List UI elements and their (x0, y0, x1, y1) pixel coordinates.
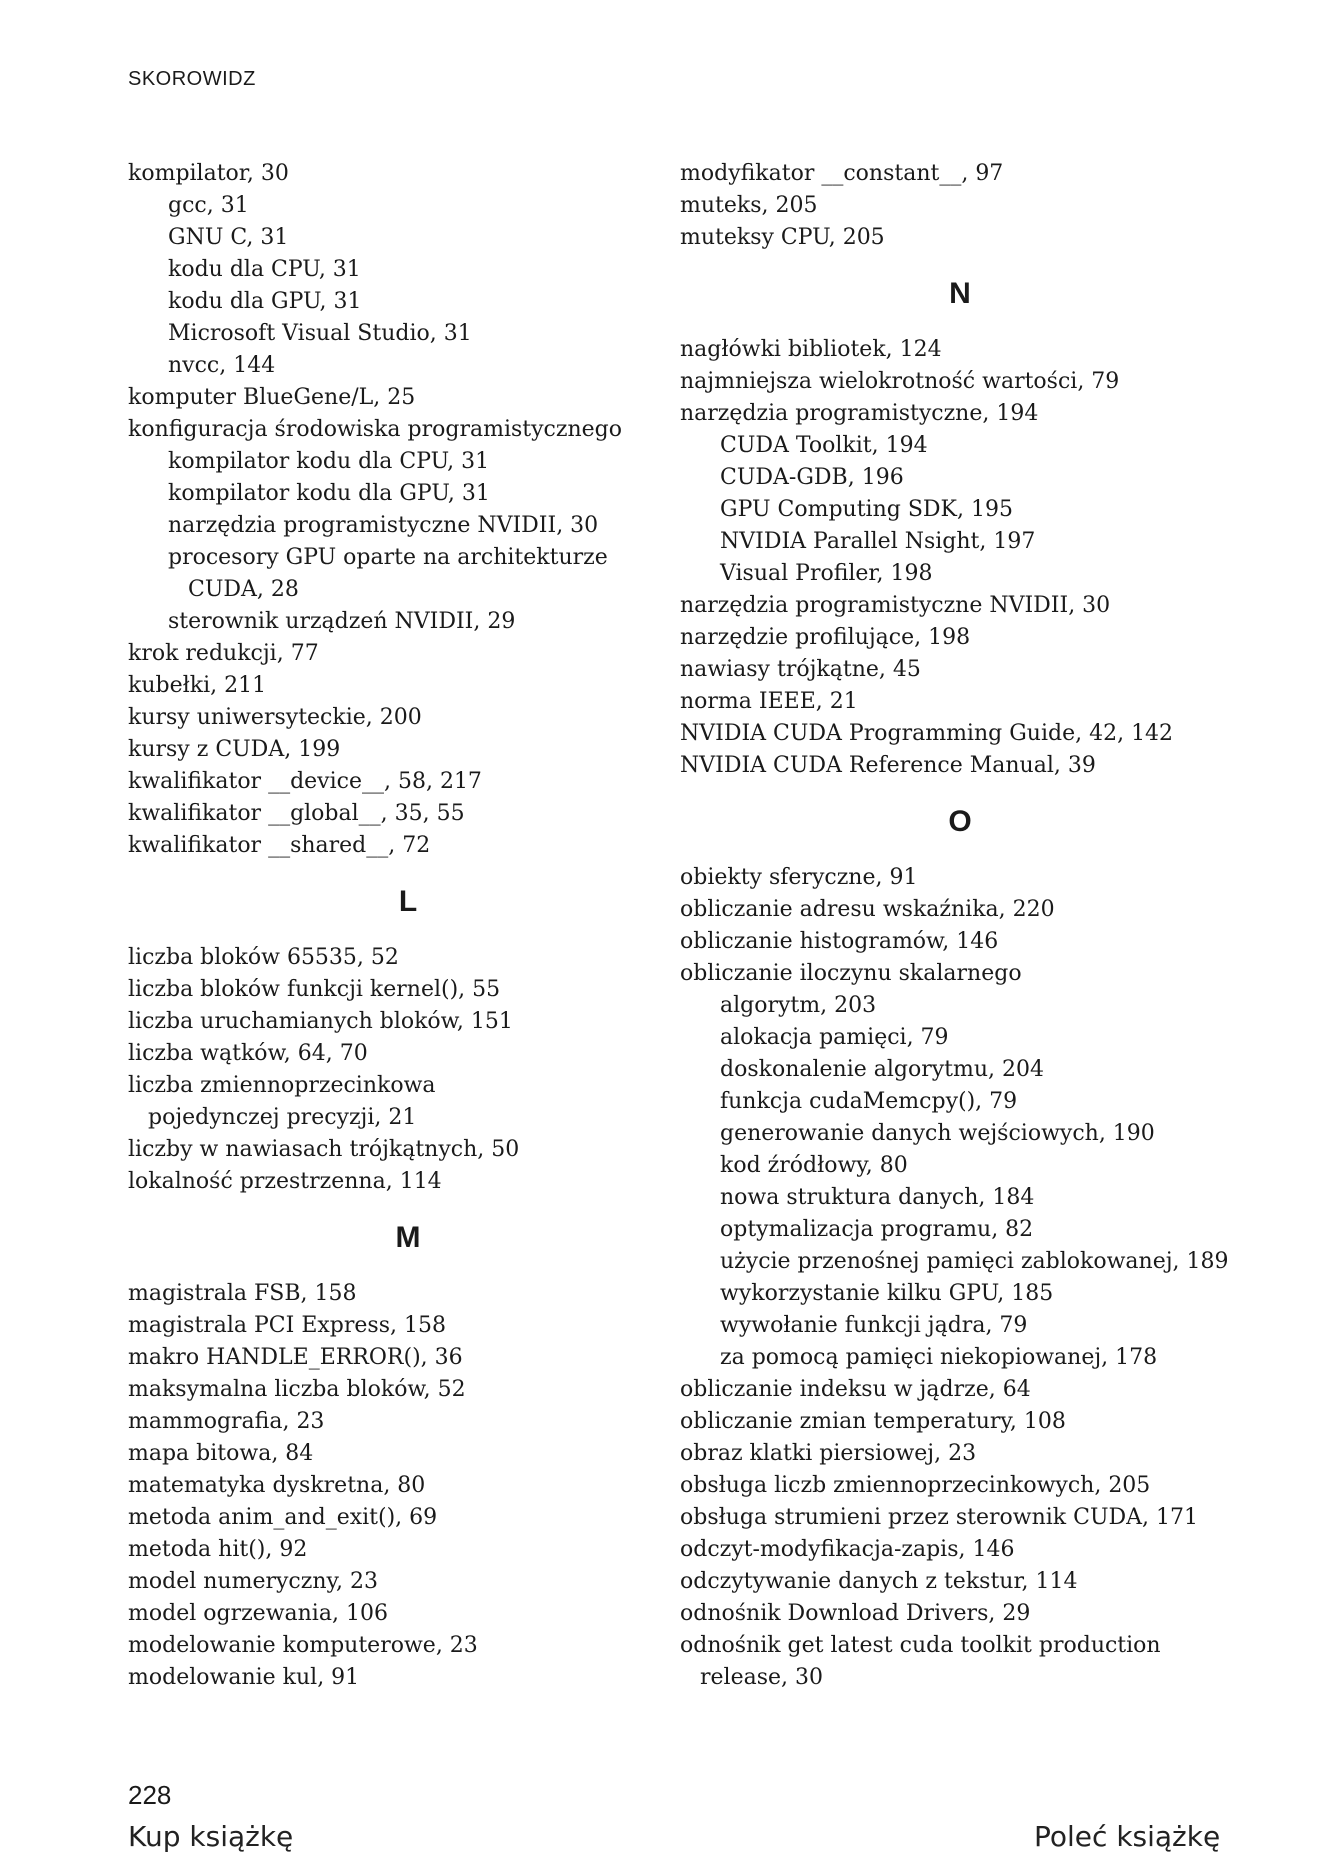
index-entry: NVIDIA CUDA Reference Manual, 39 (680, 753, 1096, 778)
index-entry: obliczanie indeksu w jądrze, 64 (680, 1377, 1031, 1402)
index-entry: obliczanie iloczynu skalarnego (680, 961, 1022, 986)
index-subentry: użycie przenośnej pamięci zablokowanej, 189 (720, 1249, 1229, 1274)
section-letter-heading: N (949, 277, 971, 310)
index-subentry: kod źródłowy, 80 (720, 1153, 908, 1178)
index-entry: modelowanie komputerowe, 23 (128, 1633, 478, 1658)
index-subentry: doskonalenie algorytmu, 204 (720, 1057, 1045, 1082)
index-entry: kwalifikator __shared__, 72 (128, 833, 431, 858)
index-entry: obliczanie adresu wskaźnika, 220 (680, 897, 1055, 922)
index-entry: liczba bloków 65535, 52 (128, 945, 399, 970)
index-column-left (128, 158, 688, 1694)
index-subentry: NVIDIA Parallel Nsight, 197 (720, 529, 1036, 554)
index-entry: komputer BlueGene/L, 25 (128, 385, 416, 410)
index-subentry: sterownik urządzeń NVIDII, 29 (168, 609, 516, 634)
index-subentry: alokacja pamięci, 79 (720, 1025, 949, 1050)
page-number: 228 (128, 1780, 172, 1810)
index-subentry: kodu dla CPU, 31 (168, 257, 361, 282)
index-entry: kubełki, 211 (128, 673, 267, 698)
index-subentry: kompilator kodu dla CPU, 31 (168, 449, 490, 474)
index-entry: model ogrzewania, 106 (128, 1601, 388, 1626)
index-entry: kompilator, 30 (128, 161, 289, 186)
index-entry: obsługa strumieni przez sterownik CUDA, 171 (680, 1505, 1198, 1530)
index-entry: narzędzia programistyczne, 194 (680, 401, 1039, 426)
index-subentry: optymalizacja programu, 82 (720, 1217, 1034, 1242)
index-entry: obliczanie zmian temperatury, 108 (680, 1409, 1066, 1434)
index-entry: odnośnik get latest cuda toolkit production (680, 1633, 1161, 1658)
index-subentry: kodu dla GPU, 31 (168, 289, 362, 314)
index-entry: kwalifikator __global__, 35, 55 (128, 801, 465, 826)
index-entry: kursy z CUDA, 199 (128, 737, 341, 762)
index-entry: liczby w nawiasach trójkątnych, 50 (128, 1137, 520, 1162)
index-entry: kursy uniwersyteckie, 200 (128, 705, 422, 730)
index-entry: odnośnik Download Drivers, 29 (680, 1601, 1031, 1626)
index-entry: metoda hit(), 92 (128, 1537, 308, 1562)
index-subentry: generowanie danych wejściowych, 190 (720, 1121, 1155, 1146)
index-entry: narzędzie profilujące, 198 (680, 625, 971, 650)
index-entry: maksymalna liczba bloków, 52 (128, 1377, 466, 1402)
index-entry-continuation: pojedynczej precyzji, 21 (148, 1105, 417, 1130)
index-subentry: algorytm, 203 (720, 993, 877, 1018)
index-entry: narzędzia programistyczne NVIDII, 30 (680, 593, 1111, 618)
index-entry: obiekty sferyczne, 91 (680, 865, 918, 890)
index-subentry: za pomocą pamięci niekopiowanej, 178 (720, 1345, 1158, 1370)
index-entry: lokalność przestrzenna, 114 (128, 1169, 442, 1194)
index-subentry: Microsoft Visual Studio, 31 (168, 321, 472, 346)
index-subentry: procesory GPU oparte na architekturze (168, 545, 608, 570)
index-entry: liczba wątków, 64, 70 (128, 1041, 368, 1066)
index-entry: nawiasy trójkątne, 45 (680, 657, 921, 682)
index-subentry: nowa struktura danych, 184 (720, 1185, 1035, 1210)
index-entry: liczba zmiennoprzecinkowa (128, 1073, 436, 1098)
index-subentry: Visual Profiler, 198 (720, 561, 933, 586)
index-entry: nagłówki bibliotek, 124 (680, 337, 942, 362)
index-subentry: nvcc, 144 (168, 353, 276, 378)
index-subentry: GNU C, 31 (168, 225, 289, 250)
index-entry: matematyka dyskretna, 80 (128, 1473, 426, 1498)
index-entry: modyfikator __constant__, 97 (680, 161, 1004, 186)
index-entry: krok redukcji, 77 (128, 641, 319, 666)
index-subentry: gcc, 31 (168, 193, 249, 218)
index-subentry: kompilator kodu dla GPU, 31 (168, 481, 490, 506)
index-entry: modelowanie kul, 91 (128, 1665, 360, 1690)
index-subentry: CUDA, 28 (188, 577, 299, 602)
index-entry: obraz klatki piersiowej, 23 (680, 1441, 977, 1466)
index-entry: liczba uruchamianych bloków, 151 (128, 1009, 513, 1034)
index-entry: odczyt-modyfikacja-zapis, 146 (680, 1537, 1015, 1562)
running-header: SKOROWIDZ (128, 68, 256, 90)
index-subentry: CUDA-GDB, 196 (720, 465, 904, 490)
section-letter-heading: O (948, 805, 972, 838)
index-subentry: narzędzia programistyczne NVIDII, 30 (168, 513, 599, 538)
index-column-right (680, 158, 1240, 1694)
index-entry: metoda anim_and_exit(), 69 (128, 1505, 438, 1530)
index-subentry: CUDA Toolkit, 194 (720, 433, 928, 458)
index-entry: magistrala PCI Express, 158 (128, 1313, 446, 1338)
index-entry: obsługa liczb zmiennoprzecinkowych, 205 (680, 1473, 1151, 1498)
index-entry: odczytywanie danych z tekstur, 114 (680, 1569, 1078, 1594)
index-subentry: GPU Computing SDK, 195 (720, 497, 1013, 522)
index-entry: muteksy CPU, 205 (680, 225, 885, 250)
index-entry: magistrala FSB, 158 (128, 1281, 357, 1306)
index-entry: muteks, 205 (680, 193, 818, 218)
index-entry: model numeryczny, 23 (128, 1569, 378, 1594)
section-letter-heading: M (395, 1221, 421, 1254)
index-entry: makro HANDLE_ERROR(), 36 (128, 1345, 463, 1370)
index-entry: obliczanie histogramów, 146 (680, 929, 999, 954)
index-entry: kwalifikator __device__, 58, 217 (128, 769, 482, 794)
index-entry: najmniejsza wielokrotność wartości, 79 (680, 369, 1120, 394)
index-subentry: funkcja cudaMemcpy(), 79 (720, 1089, 1018, 1114)
index-subentry: wykorzystanie kilku GPU, 185 (720, 1281, 1054, 1306)
buy-book-link[interactable]: Kup książkę (128, 1820, 294, 1853)
section-letter-heading: L (398, 885, 418, 918)
index-entry: mapa bitowa, 84 (128, 1441, 314, 1466)
index-entry-continuation: release, 30 (700, 1665, 823, 1690)
index-entry: NVIDIA CUDA Programming Guide, 42, 142 (680, 721, 1174, 746)
index-subentry: wywołanie funkcji jądra, 79 (720, 1313, 1028, 1338)
index-entry: konfiguracja środowiska programistycznego (128, 417, 622, 442)
index-entry: liczba bloków funkcji kernel(), 55 (128, 977, 501, 1002)
index-entry: norma IEEE, 21 (680, 689, 858, 714)
index-entry: mammografia, 23 (128, 1409, 325, 1434)
recommend-book-link[interactable]: Poleć książkę (1034, 1820, 1221, 1853)
